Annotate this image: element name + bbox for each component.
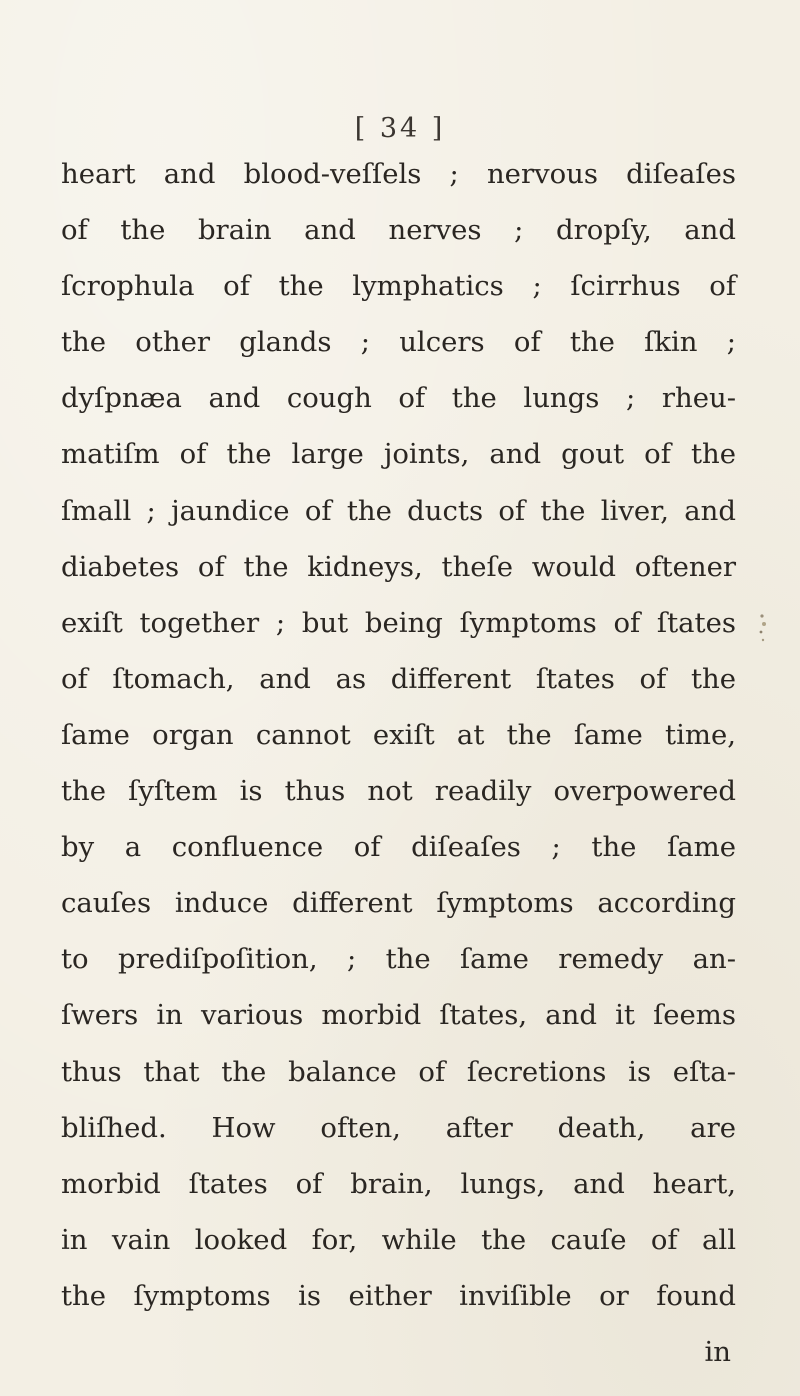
- page-number: [ 34 ]: [354, 113, 446, 144]
- text-line: dyſpnæa and cough of the lungs ; rheu-: [61, 382, 736, 415]
- text-line: of ſtomach, and as different ſtates of the: [61, 662, 736, 695]
- text-line: ſmall ; jaundice of the ducts of the liver, and: [61, 494, 736, 527]
- text-line: diabetes of the kidneys, theſe would oftener: [61, 550, 736, 583]
- body-text: [61, 146, 736, 1380]
- text-line: thus that the balance of ſecretions is eſta-: [61, 1055, 736, 1088]
- text-line: ſwers in various morbid ſtates, and it ſeems: [61, 999, 736, 1032]
- text-line: to prediſpoſition, ; the ſame remedy an-: [61, 943, 736, 976]
- text-line: the ſyſtem is thus not readily overpowered: [61, 775, 736, 808]
- text-line: the other glands ; ulcers of the ſkin ;: [61, 326, 736, 359]
- text-line: heart and blood-veſſels ; nervous diſeaſes: [61, 158, 736, 190]
- text-line: in vain looked for, while the cauſe of all: [61, 1223, 736, 1256]
- text-line: cauſes induce different ſymptoms according: [61, 887, 736, 920]
- text-line: exiſt together ; but being ſymptoms of ſtates: [61, 606, 736, 639]
- text-line: morbid ſtates of brain, lungs, and heart,: [61, 1167, 736, 1200]
- text-line: matiſm of the large joints, and gout of the: [61, 438, 736, 471]
- catchword: in: [704, 1335, 731, 1368]
- text-line: of the brain and nerves ; dropſy, and: [61, 214, 736, 247]
- ink-speck-mark: [754, 610, 770, 650]
- text-line: ſame organ cannot exiſt at the ſame time,: [61, 718, 736, 751]
- text-line: bliſhed. How often, after death, are: [61, 1111, 736, 1144]
- text-line: the ſymptoms is either inviſible or found: [61, 1279, 736, 1312]
- text-line: by a confluence of diſeaſes ; the ſame: [61, 831, 736, 864]
- text-line: ſcrophula of the lymphatics ; ſcirrhus of: [61, 270, 736, 303]
